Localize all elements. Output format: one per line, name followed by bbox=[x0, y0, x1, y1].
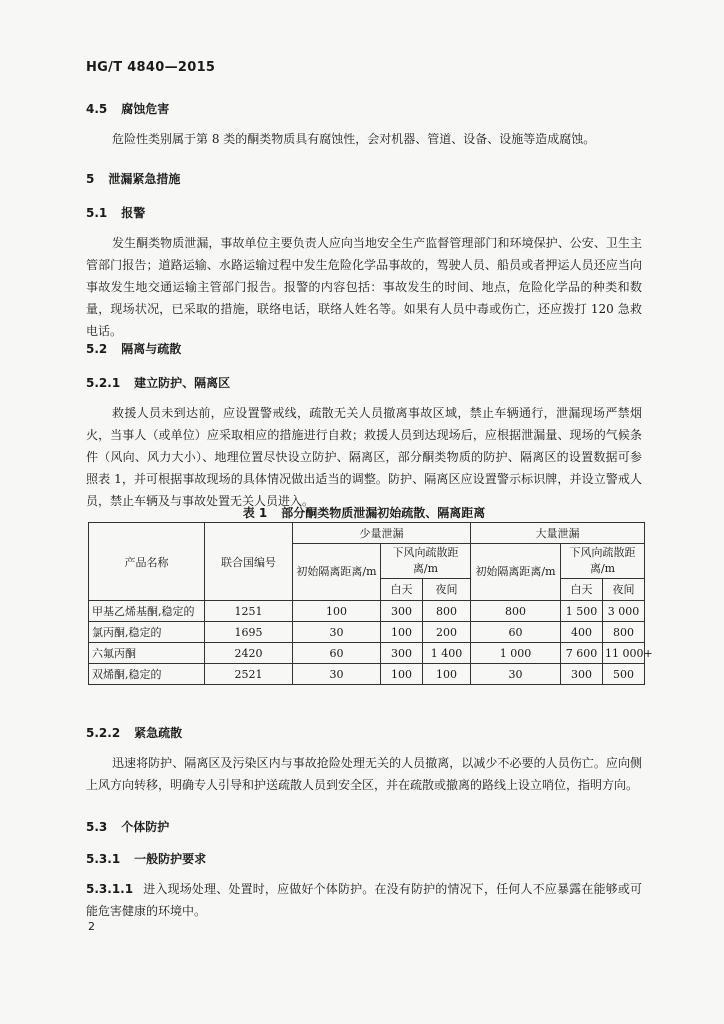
cell-product-name: 双烯酮,稳定的 bbox=[89, 664, 205, 685]
section-5-3-1-heading bbox=[86, 850, 206, 867]
cell-large-day: 400 bbox=[561, 622, 603, 643]
section-title: 报警 bbox=[121, 206, 146, 220]
header-small-day: 白天 bbox=[381, 578, 423, 600]
cell-small-night: 100 bbox=[423, 664, 471, 685]
section-number: 5.2.2 bbox=[86, 726, 121, 740]
section-title: 隔离与疏散 bbox=[121, 342, 182, 356]
cell-product-name: 六氟丙酮 bbox=[89, 643, 205, 664]
cell-un-number: 1251 bbox=[205, 601, 293, 622]
cell-large-night: 800 bbox=[603, 622, 645, 643]
cell-product-name: 甲基乙烯基酮,稳定的 bbox=[89, 601, 205, 622]
cell-small-isolation: 100 bbox=[293, 601, 381, 622]
evacuation-distance-table bbox=[88, 522, 653, 685]
section-5-2-2-heading bbox=[86, 724, 182, 741]
header-product-name: 产品名称 bbox=[89, 523, 205, 601]
cell-large-night: 500 bbox=[603, 664, 645, 685]
cell-small-day: 100 bbox=[381, 622, 423, 643]
cell-large-night: 11 000+ bbox=[603, 643, 645, 664]
header-small-spill: 少量泄漏 bbox=[293, 523, 471, 544]
section-5-heading bbox=[86, 170, 180, 187]
cell-small-isolation: 30 bbox=[293, 622, 381, 643]
header-small-night: 夜间 bbox=[423, 578, 471, 600]
section-number: 5.1 bbox=[86, 206, 108, 220]
cell-large-isolation: 30 bbox=[471, 664, 561, 685]
section-number: 5.3.1 bbox=[86, 852, 121, 866]
section-4-5-paragraph: 危险性类别属于第 8 类的酮类物质具有腐蚀性，会对机器、管道、设备、设施等造成腐蚀。 bbox=[112, 132, 596, 146]
section-4-5-heading bbox=[86, 100, 169, 117]
clause-text: 进入现场处理、处置时，应做好个体防护。在没有防护的情况下，任何人不应暴露在能够或可能危害健康的环境中。 bbox=[86, 882, 642, 918]
table-row bbox=[89, 664, 645, 685]
section-title: 泄漏紧急措施 bbox=[108, 172, 181, 186]
cell-un-number: 2420 bbox=[205, 643, 293, 664]
section-title: 个体防护 bbox=[121, 820, 170, 834]
cell-small-isolation: 30 bbox=[293, 664, 381, 685]
standard-code: HG/T 4840—2015 bbox=[86, 60, 216, 75]
cell-large-day: 1 500 bbox=[561, 601, 603, 622]
header-small-downwind: 下风向疏散距离/m bbox=[381, 544, 471, 579]
table-row bbox=[89, 643, 645, 664]
cell-product-name: 氯丙酮,稳定的 bbox=[89, 622, 205, 643]
cell-small-night: 200 bbox=[423, 622, 471, 643]
header-large-night: 夜间 bbox=[603, 578, 645, 600]
header-large-day: 白天 bbox=[561, 578, 603, 600]
section-number: 4.5 bbox=[86, 102, 108, 116]
table-title: 部分酮类物质泄漏初始疏散、隔离距离 bbox=[281, 506, 486, 520]
table-row bbox=[89, 601, 645, 622]
section-5-1-heading bbox=[86, 204, 145, 221]
cell-large-day: 7 600 bbox=[561, 643, 603, 664]
section-5-1-paragraph: 发生酮类物质泄漏，事故单位主要负责人应向当地安全生产监督管理部门和环境保护、公安、卫生主管部门报告；道路运输、水路运输过程中发生危险化学品事故的，驾驶人员、船员或者押运人员还应当向事故发生地交通运输主管部门报告。报警的内容包括：事故发生的时间、地点，危险化学品的种类和数量，现场状况，已采取的措施，联络电话，联络人姓名等。如果有人员中毒或伤亡，还应拨打 120 急救电话。 bbox=[86, 236, 642, 338]
header-small-initial-isolation: 初始隔离距离/m bbox=[293, 544, 381, 601]
header-large-initial-isolation: 初始隔离距离/m bbox=[471, 544, 561, 601]
table-number: 表 1 bbox=[242, 506, 268, 520]
section-title: 紧急疏散 bbox=[134, 726, 183, 740]
section-5-2-2-paragraph: 迅速将防护、隔离区及污染区内与事故抢险处理无关的人员撤离，以减少不必要的人员伤亡。应向侧上风方向转移，明确专人引导和护送疏散人员到安全区，并在疏散或撤离的路线上设立哨位，指明方向。 bbox=[86, 756, 642, 792]
section-number: 5 bbox=[86, 172, 95, 186]
cell-large-day: 300 bbox=[561, 664, 603, 685]
section-5-2-1-paragraph: 救援人员未到达前，应设置警戒线，疏散无关人员撤离事故区域，禁止车辆通行，泄漏现场严禁烟火，当事人（或单位）应采取相应的措施进行自救；救援人员到达现场后，应根据泄漏量、现场的气候条件（风向、风力大小）、地理位置尽快设立防护、隔离区，部分酮类物质的防护、隔离区的设置数据可参照表 1，并可根据事故现场的具体情况做出适当的调整。防护、隔离区应设置警示标识牌，并设立警戒人员，禁止车辆及与事故处置无关人员进入。 bbox=[86, 406, 642, 508]
section-number: 5.3 bbox=[86, 820, 108, 834]
section-5-3-heading bbox=[86, 818, 169, 835]
section-title: 腐蚀危害 bbox=[121, 102, 170, 116]
header-un-number: 联合国编号 bbox=[205, 523, 293, 601]
cell-large-isolation: 1 000 bbox=[471, 643, 561, 664]
page-number: 2 bbox=[88, 920, 95, 933]
header-large-spill: 大量泄漏 bbox=[471, 523, 645, 544]
cell-large-isolation: 800 bbox=[471, 601, 561, 622]
cell-large-night: 3 000 bbox=[603, 601, 645, 622]
section-title: 建立防护、隔离区 bbox=[134, 376, 231, 390]
cell-small-isolation: 60 bbox=[293, 643, 381, 664]
clause-number: 5.3.1.1 bbox=[86, 882, 134, 896]
section-5-2-1-heading bbox=[86, 374, 230, 391]
cell-small-night: 1 400 bbox=[423, 643, 471, 664]
section-number: 5.2 bbox=[86, 342, 108, 356]
cell-small-day: 100 bbox=[381, 664, 423, 685]
cell-small-day: 300 bbox=[381, 601, 423, 622]
section-title: 一般防护要求 bbox=[134, 852, 207, 866]
cell-large-isolation: 60 bbox=[471, 622, 561, 643]
header-large-downwind: 下风向疏散距离/m bbox=[561, 544, 645, 579]
cell-un-number: 1695 bbox=[205, 622, 293, 643]
table-row bbox=[89, 622, 645, 643]
cell-small-day: 300 bbox=[381, 643, 423, 664]
section-5-3-1-1-paragraph bbox=[86, 878, 642, 922]
table-caption bbox=[86, 504, 642, 521]
section-number: 5.2.1 bbox=[86, 376, 121, 390]
cell-un-number: 2521 bbox=[205, 664, 293, 685]
section-5-2-heading bbox=[86, 340, 181, 357]
cell-small-night: 800 bbox=[423, 601, 471, 622]
